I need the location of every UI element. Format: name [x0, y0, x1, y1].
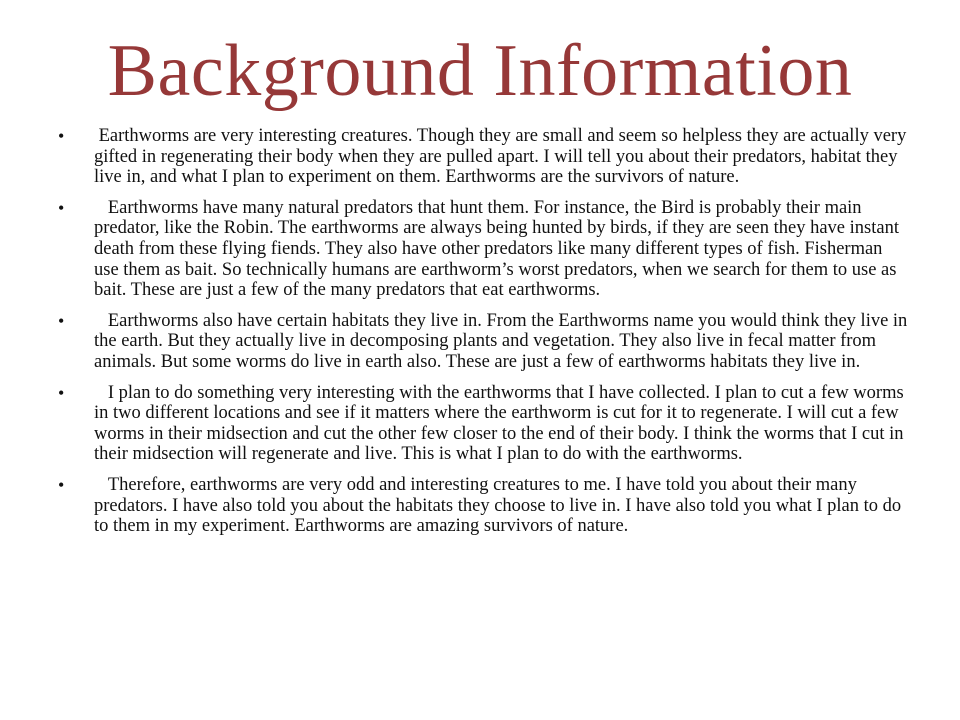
- bullet-text: I plan to do something very interesting with the earthworms that I have collected. I plan to cut a few worms in two different locations and see if it matters where the earthworm is cut for it to regenerate. I will cut a few worms in their midsection and cut the other few closer to the end of their body. I think the worms that I cut in their midsection will regenerate and live. This is what I plan to do with the earthworms.: [94, 382, 909, 465]
- bullet-text: Therefore, earthworms are very odd and interesting creatures to me. I have told you about their many predators. I have also told you about the habitats they choose to live in. I have also told you what I plan to do to them in my experiment. Earthworms are amazing survivors of nature.: [94, 474, 906, 537]
- slide-title: Background Information: [107, 30, 853, 112]
- bullet-dot-icon: •: [58, 474, 65, 495]
- bullet-text: Earthworms are very interesting creatures. Though they are small and seem so helpless they are actually very gifted in regenerating their body when they are pulled apart. I will tell you about their predators, habitat they live in, and what I plan to experiment on them. Earthworms are the survivors of nature.: [94, 126, 911, 188]
- bullet-dot-icon: •: [58, 382, 65, 403]
- bullet-dot-icon: •: [58, 310, 65, 331]
- bullet-item-5: [58, 475, 908, 537]
- bullet-dot-icon: •: [58, 197, 65, 218]
- bullet-item-4: [58, 383, 908, 465]
- bullet-item-3: [58, 310, 912, 373]
- bullet-item-2: [58, 198, 908, 301]
- bullet-text: Earthworms have many natural predators that hunt them. For instance, the Bird is probably their main predator, like the Robin. The earthworms are always being hunted by birds, if they are seen they have instant death from these flying fiends. They also have other predators like many different types of fish. Fisherman use them as bait. So technically humans are earthworm’s worst predators, when we search for them to use as bait. These are just a few of the many predators that eat earthworms.: [94, 197, 904, 301]
- bullet-dot-icon: •: [58, 126, 65, 146]
- bullet-item-1: [58, 126, 911, 188]
- bullet-list: [58, 126, 912, 547]
- bullet-text: Earthworms also have certain habitats they live in. From the Earthworms name you would think they live in the earth. But they actually live in decomposing plants and vegetation. They also live in fecal matter from animals. But some worms do live in earth also. These are just a few of earthworms habitats they live in.: [94, 310, 912, 372]
